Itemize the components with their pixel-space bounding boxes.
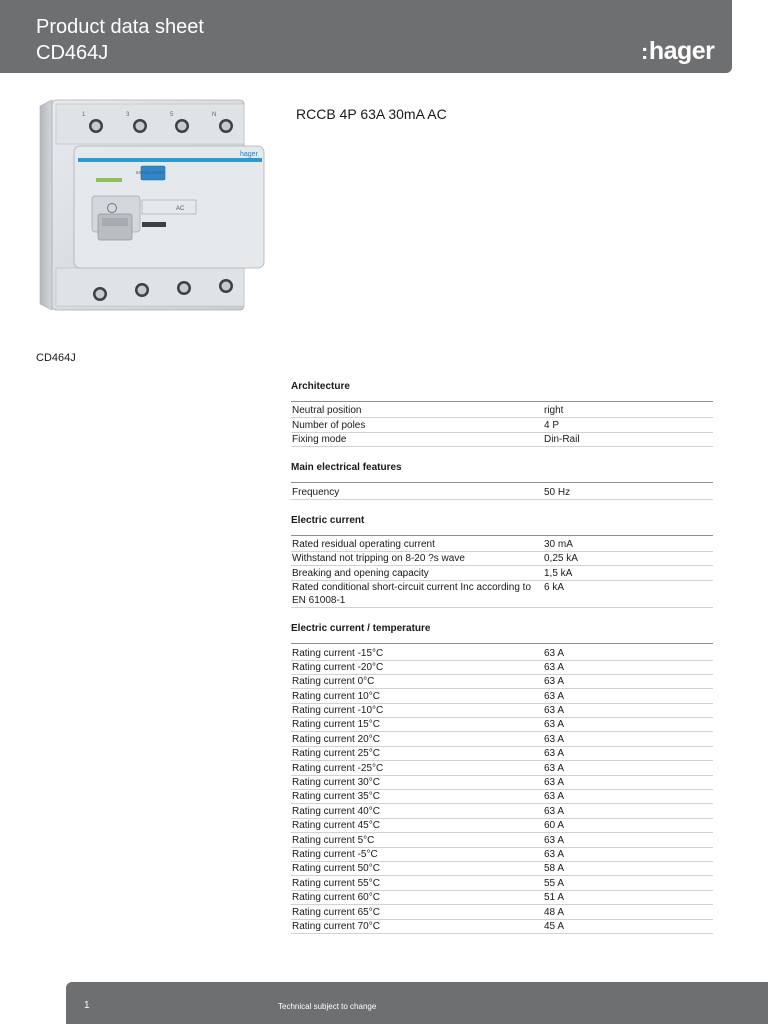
spec-value: 63 A [544, 719, 565, 731]
spec-value: Din-Rail [544, 434, 580, 446]
spec-value: 63 A [544, 848, 565, 860]
spec-section-main-electrical-features [291, 460, 713, 499]
spec-value: 63 A [544, 733, 565, 745]
spec-label: Rating current 40°C [292, 805, 380, 817]
spec-label: Withstand not tripping on 8-20 ?s wave [292, 553, 465, 565]
spec-value: 50 Hz [544, 486, 571, 498]
spec-label: Rating current 25°C [292, 748, 380, 760]
spec-label: Rating current 20°C [292, 733, 380, 745]
spec-label: Rating current 45°C [292, 820, 380, 832]
spec-row [291, 848, 713, 862]
spec-value: 63 A [544, 690, 565, 702]
spec-label: Rating current 35°C [292, 791, 380, 803]
spec-value: 55 A [544, 877, 565, 889]
spec-row [291, 833, 713, 847]
spec-label: Rating current 50°C [292, 863, 380, 875]
spec-value: right [544, 405, 564, 417]
spec-value: 58 A [544, 863, 565, 875]
footer-note: Technical subject to change [278, 1002, 377, 1011]
spec-row [291, 538, 713, 552]
spec-label: Rating current 30°C [292, 777, 380, 789]
specifications [291, 379, 713, 947]
spec-row [291, 689, 713, 703]
spec-label: Rating current 0°C [292, 676, 375, 688]
spec-value: 63 A [544, 805, 565, 817]
brand-logo[interactable]: :hager [641, 37, 715, 65]
spec-label: Rating current -25°C [292, 762, 384, 774]
spec-row [291, 732, 713, 746]
product-reference: CD464J [36, 42, 109, 64]
document-title: Product data sheet [36, 16, 204, 38]
spec-section-current-temperature [291, 621, 713, 934]
spec-row [291, 747, 713, 761]
spec-row [291, 661, 713, 675]
spec-label: Rated residual operating current [292, 538, 435, 550]
spec-value: 63 A [544, 647, 565, 659]
spec-row [291, 566, 713, 580]
spec-value: 45 A [544, 920, 565, 932]
spec-value: 6 kA [544, 582, 565, 594]
terminal-label: 5 [170, 112, 174, 118]
spec-label: Rating current 55°C [292, 877, 380, 889]
spec-row [291, 418, 713, 432]
spec-label: Neutral position [292, 405, 362, 417]
spec-row [291, 862, 713, 876]
spec-row [291, 876, 713, 890]
spec-row [291, 891, 713, 905]
spec-label: Rating current -10°C [292, 705, 384, 717]
spec-row [291, 552, 713, 566]
spec-row [291, 581, 713, 608]
page-number: 1 [84, 1000, 90, 1011]
spec-label: Fixing mode [292, 434, 347, 446]
spec-label: Rating current -5°C [292, 848, 378, 860]
spec-row [291, 819, 713, 833]
spec-value: 4 P [544, 419, 560, 431]
spec-value: 63 A [544, 705, 565, 717]
spec-label: Rated conditional short-circuit current Inc according to EN 61008-1 [292, 582, 532, 607]
spec-label: Rating current -20°C [292, 661, 384, 673]
spec-label: Rating current 65°C [292, 906, 380, 918]
brand-logo-text: hager [648, 37, 715, 65]
terminal-label: 1 [82, 112, 86, 118]
spec-row [291, 920, 713, 934]
spec-value: 63 A [544, 791, 565, 803]
spec-value: 60 A [544, 820, 565, 832]
spec-value: 63 A [544, 676, 565, 688]
spec-value: 51 A [544, 892, 565, 904]
svg-text:63 A/1s 0.03A: 63 A/1s 0.03A [136, 170, 165, 175]
device-brand-label: hager [240, 151, 258, 158]
spec-table [291, 535, 713, 609]
spec-value: 63 A [544, 777, 565, 789]
spec-row [291, 704, 713, 718]
footer-band [66, 982, 768, 1024]
section-title: Architecture [291, 381, 350, 392]
section-title: Electric current / temperature [291, 623, 431, 635]
spec-label: Rating current -15°C [292, 647, 384, 659]
spec-table [291, 643, 713, 934]
spec-value: 63 A [544, 834, 565, 846]
spec-label: Rating current 5°C [292, 834, 375, 846]
spec-value: 63 A [544, 762, 565, 774]
terminal-label: N [212, 112, 217, 118]
spec-label: Rating current 70°C [292, 920, 380, 932]
spec-value: 0,25 kA [544, 553, 578, 565]
spec-value: 30 mA [544, 538, 573, 550]
spec-section-electric-current [291, 513, 713, 609]
spec-row [291, 905, 713, 919]
image-caption: CD464J [36, 352, 76, 364]
spec-table [291, 482, 713, 499]
spec-row [291, 433, 713, 447]
spec-label: Number of poles [292, 419, 366, 431]
product-image [34, 96, 268, 318]
section-title: Electric current [291, 514, 365, 526]
section-title: Main electrical features [291, 462, 402, 474]
spec-value: 63 A [544, 661, 565, 673]
spec-label: Rating current 15°C [292, 719, 380, 731]
spec-value: 1,5 kA [544, 567, 573, 579]
spec-label: Rating current 10°C [292, 690, 380, 702]
spec-row [291, 404, 713, 418]
spec-row [291, 485, 713, 499]
spec-value: 48 A [544, 906, 565, 918]
spec-row [291, 675, 713, 689]
spec-label: Rating current 60°C [292, 892, 380, 904]
header-band [0, 0, 732, 73]
product-name: RCCB 4P 63A 30mA AC [296, 106, 447, 122]
spec-table [291, 401, 713, 447]
spec-row [291, 761, 713, 775]
terminal-label: 3 [126, 112, 130, 118]
spec-row [291, 790, 713, 804]
spec-row [291, 646, 713, 660]
spec-label: Breaking and opening capacity [292, 567, 429, 579]
spec-value: 63 A [544, 748, 565, 760]
spec-section-architecture [291, 379, 713, 447]
spec-row [291, 776, 713, 790]
spec-row [291, 718, 713, 732]
svg-text:AC: AC [176, 206, 185, 212]
spec-row [291, 804, 713, 818]
spec-label: Frequency [292, 486, 340, 498]
